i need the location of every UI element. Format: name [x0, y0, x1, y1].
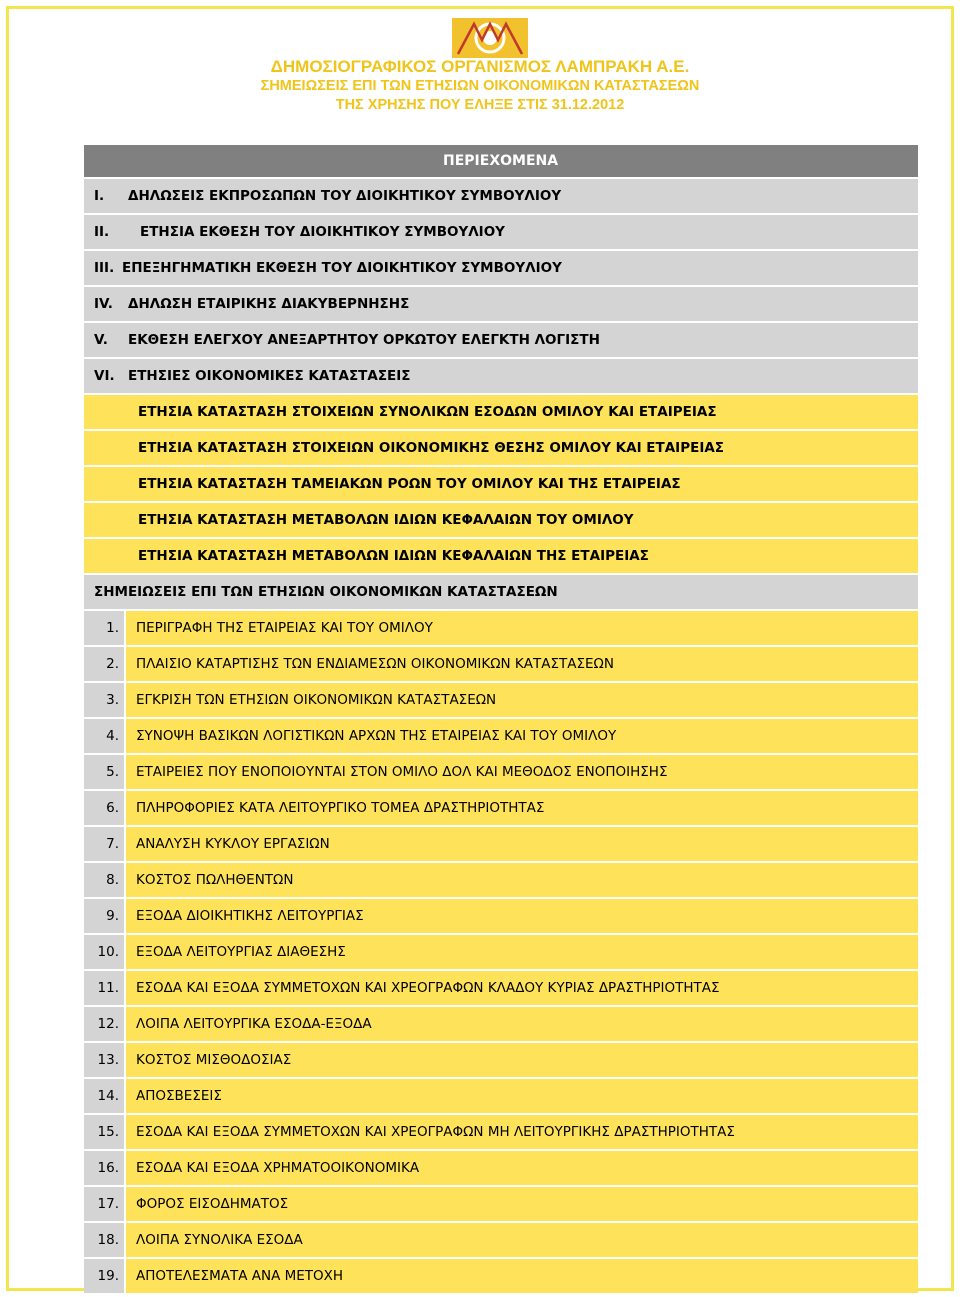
company-logo-icon — [452, 18, 528, 58]
toc-note-number: 6. — [84, 791, 126, 825]
toc-note-text: ΑΠΟΤΕΛΕΣΜΑΤΑ ΑΝΑ ΜΕΤΟΧΗ — [126, 1259, 918, 1293]
toc-note-text: ΣΥΝΟΨΗ ΒΑΣΙΚΩΝ ΛΟΓΙΣΤΙΚΩΝ ΑΡΧΩΝ ΤΗΣ ΕΤΑΙΡΕΙΑΣ ΚΑΙ ΤΟΥ ΟΜΙΛΟΥ — [126, 719, 918, 753]
toc-note-text: ΑΝΑΛΥΣΗ ΚΥΚΛΟΥ ΕΡΓΑΣΙΩΝ — [126, 827, 918, 861]
toc-section-3[interactable]: III. ΕΠΕΞΗΓΗΜΑΤΙΚΗ ΕΚΘΕΣΗ ΤΟΥ ΔΙΟΙΚΗΤΙΚΟΥ ΣΥΜΒΟΥΛΙΟΥ — [84, 251, 918, 287]
toc-note-number: 16. — [84, 1151, 126, 1185]
toc-note-number: 2. — [84, 647, 126, 681]
toc-note-text: ΕΣΟΔΑ ΚΑΙ ΕΞΟΔΑ ΧΡΗΜΑΤΟΟΙΚΟΝΟΜΙΚΑ — [126, 1151, 918, 1185]
toc-note-text: ΕΤΑΙΡΕΙΕΣ ΠΟΥ ΕΝΟΠΟΙΟΥΝΤΑΙ ΣΤΟΝ ΟΜΙΛΟ ΔΟΛ ΚΑΙ ΜΕΘΟΔΟΣ ΕΝΟΠΟΙΗΣΗΣ — [126, 755, 918, 789]
toc-note-text: ΕΣΟΔΑ ΚΑΙ ΕΞΟΔΑ ΣΥΜΜΕΤΟΧΩΝ ΚΑΙ ΧΡΕΟΓΡΑΦΩΝ ΚΛΑΔΟΥ ΚΥΡΙΑΣ ΔΡΑΣΤΗΡΙΟΤΗΤΑΣ — [126, 971, 918, 1005]
toc-note-number: 15. — [84, 1115, 126, 1149]
toc-section-6[interactable]: VI. ΕΤΗΣΙΕΣ ΟΙΚΟΝΟΜΙΚΕΣ ΚΑΤΑΣΤΑΣΕΙΣ — [84, 359, 918, 395]
toc-statement-3[interactable]: ΕΤΗΣΙΑ ΚΑΤΑΣΤΑΣΗ ΤΑΜΕΙΑΚΩΝ ΡΟΩΝ ΤΟΥ ΟΜΙΛΟΥ ΚΑΙ ΤΗΣ ΕΤΑΙΡΕΙΑΣ — [84, 467, 918, 503]
toc-note-number: 8. — [84, 863, 126, 897]
toc-note-text: ΛΟΙΠΑ ΛΕΙΤΟΥΡΓΙΚΑ ΕΣΟΔΑ-ΕΞΟΔΑ — [126, 1007, 918, 1041]
toc-note-text: ΕΞΟΔΑ ΔΙΟΙΚΗΤΙΚΗΣ ΛΕΙΤΟΥΡΓΙΑΣ — [126, 899, 918, 933]
toc-note-number: 3. — [84, 683, 126, 717]
toc-note-14[interactable] — [84, 1079, 918, 1115]
toc-note-6[interactable] — [84, 791, 918, 827]
toc-title-row — [84, 145, 918, 179]
toc-note-2[interactable] — [84, 647, 918, 683]
toc-note-text: ΠΛΑΙΣΙΟ ΚΑΤΑΡΤΙΣΗΣ ΤΩΝ ΕΝΔΙΑΜΕΣΩΝ ΟΙΚΟΝΟΜΙΚΩΝ ΚΑΤΑΣΤΑΣΕΩΝ — [126, 647, 918, 681]
toc-note-text: ΛΟΙΠΑ ΣΥΝΟΛΙΚΑ ΕΣΟΔΑ — [126, 1223, 918, 1257]
toc-note-number: 10. — [84, 935, 126, 969]
toc-section-5[interactable]: V. ΕΚΘΕΣΗ ΕΛΕΓΧΟΥ ΑΝΕΞΑΡΤΗΤΟΥ ΟΡΚΩΤΟΥ ΕΛΕΓΚΤΗ ΛΟΓΙΣΤΗ — [84, 323, 918, 359]
toc-statement-1[interactable]: ΕΤΗΣΙΑ ΚΑΤΑΣΤΑΣΗ ΣΤΟΙΧΕΙΩΝ ΣΥΝΟΛΙΚΩΝ ΕΣΟΔΩΝ ΟΜΙΛΟΥ ΚΑΙ ΕΤΑΙΡΕΙΑΣ — [84, 395, 918, 431]
toc-section-1[interactable]: I. ΔΗΛΩΣΕΙΣ ΕΚΠΡΟΣΩΠΩΝ ΤΟΥ ΔΙΟΙΚΗΤΙΚΟΥ ΣΥΜΒΟΥΛΙΟΥ — [84, 179, 918, 215]
toc-note-19[interactable] — [84, 1259, 918, 1295]
toc-note-text: ΠΛΗΡΟΦΟΡΙΕΣ ΚΑΤΑ ΛΕΙΤΟΥΡΓΙΚΟ ΤΟΜΕΑ ΔΡΑΣΤΗΡΙΟΤΗΤΑΣ — [126, 791, 918, 825]
toc-note-text: ΚΟΣΤΟΣ ΠΩΛΗΘΕΝΤΩΝ — [126, 863, 918, 897]
toc-statement-2[interactable]: ΕΤΗΣΙΑ ΚΑΤΑΣΤΑΣΗ ΣΤΟΙΧΕΙΩΝ ΟΙΚΟΝΟΜΙΚΗΣ ΘΕΣΗΣ ΟΜΙΛΟΥ ΚΑΙ ΕΤΑΙΡΕΙΑΣ — [84, 431, 918, 467]
toc-note-18[interactable] — [84, 1223, 918, 1259]
toc-note-number: 7. — [84, 827, 126, 861]
toc-note-number: 17. — [84, 1187, 126, 1221]
toc-note-16[interactable] — [84, 1151, 918, 1187]
toc-note-number: 9. — [84, 899, 126, 933]
toc-note-number: 18. — [84, 1223, 126, 1257]
toc-note-number: 5. — [84, 755, 126, 789]
toc-title: ΠΕΡΙΕΧΟΜΕΝΑ — [443, 153, 559, 169]
toc-note-text: ΕΞΟΔΑ ΛΕΙΤΟΥΡΓΙΑΣ ΔΙΑΘΕΣΗΣ — [126, 935, 918, 969]
toc-note-13[interactable] — [84, 1043, 918, 1079]
toc-note-7[interactable] — [84, 827, 918, 863]
toc-note-4[interactable] — [84, 719, 918, 755]
toc-note-number: 11. — [84, 971, 126, 1005]
toc-note-number: 14. — [84, 1079, 126, 1113]
toc-note-8[interactable] — [84, 863, 918, 899]
toc-note-text: ΑΠΟΣΒΕΣΕΙΣ — [126, 1079, 918, 1113]
document-period: ΤΗΣ ΧΡΗΣΗΣ ΠΟΥ ΕΛΗΞΕ ΣΤΙΣ 31.12.2012 — [335, 97, 625, 113]
toc-note-15[interactable] — [84, 1115, 918, 1151]
toc-note-11[interactable] — [84, 971, 918, 1007]
toc-note-number: 12. — [84, 1007, 126, 1041]
toc-statement-5[interactable]: ΕΤΗΣΙΑ ΚΑΤΑΣΤΑΣΗ ΜΕΤΑΒΟΛΩΝ ΙΔΙΩΝ ΚΕΦΑΛΑΙΩΝ ΤΗΣ ΕΤΑΙΡΕΙΑΣ — [84, 539, 918, 575]
toc-note-10[interactable] — [84, 935, 918, 971]
toc-note-number: 19. — [84, 1259, 126, 1293]
toc-note-9[interactable] — [84, 899, 918, 935]
toc-note-text: ΕΣΟΔΑ ΚΑΙ ΕΞΟΔΑ ΣΥΜΜΕΤΟΧΩΝ ΚΑΙ ΧΡΕΟΓΡΑΦΩΝ ΜΗ ΛΕΙΤΟΥΡΓΙΚΗΣ ΔΡΑΣΤΗΡΙΟΤΗΤΑΣ — [126, 1115, 918, 1149]
document-subtitle: ΣΗΜΕΙΩΣΕΙΣ ΕΠΙ ΤΩΝ ΕΤΗΣΙΩΝ ΟΙΚΟΝΟΜΙΚΩΝ ΚΑΤΑΣΤΑΣΕΩΝ — [260, 78, 700, 94]
company-name: ΔΗΜΟΣΙΟΓΡΑΦΙΚΟΣ ΟΡΓΑΝΙΣΜΟΣ ΛΑΜΠΡΑΚΗ Α.Ε. — [270, 57, 690, 76]
toc-note-text: ΦΟΡΟΣ ΕΙΣΟΔΗΜΑΤΟΣ — [126, 1187, 918, 1221]
toc-notes-list — [84, 611, 918, 1295]
toc-note-17[interactable] — [84, 1187, 918, 1223]
toc-note-number: 1. — [84, 611, 126, 645]
toc-notes-header[interactable]: ΣΗΜΕΙΩΣΕΙΣ ΕΠΙ ΤΩΝ ΕΤΗΣΙΩΝ ΟΙΚΟΝΟΜΙΚΩΝ ΚΑΤΑΣΤΑΣΕΩΝ — [84, 575, 918, 611]
toc-note-text: ΚΟΣΤΟΣ ΜΙΣΘΟΔΟΣΙΑΣ — [126, 1043, 918, 1077]
toc-note-5[interactable] — [84, 755, 918, 791]
toc-note-12[interactable] — [84, 1007, 918, 1043]
toc-note-3[interactable] — [84, 683, 918, 719]
table-of-contents — [84, 145, 918, 1295]
toc-note-1[interactable] — [84, 611, 918, 647]
toc-note-number: 13. — [84, 1043, 126, 1077]
toc-statement-4[interactable]: ΕΤΗΣΙΑ ΚΑΤΑΣΤΑΣΗ ΜΕΤΑΒΟΛΩΝ ΙΔΙΩΝ ΚΕΦΑΛΑΙΩΝ ΤΟΥ ΟΜΙΛΟΥ — [84, 503, 918, 539]
toc-section-4[interactable]: IV. ΔΗΛΩΣΗ ΕΤΑΙΡΙΚΗΣ ΔΙΑΚΥΒΕΡΝΗΣΗΣ — [84, 287, 918, 323]
toc-note-text: ΠΕΡΙΓΡΑΦΗ ΤΗΣ ΕΤΑΙΡΕΙΑΣ ΚΑΙ ΤΟΥ ΟΜΙΛΟΥ — [126, 611, 918, 645]
toc-section-2[interactable]: II. ΕΤΗΣΙΑ ΕΚΘΕΣΗ ΤΟΥ ΔΙΟΙΚΗΤΙΚΟΥ ΣΥΜΒΟΥΛΙΟΥ — [84, 215, 918, 251]
toc-note-text: ΕΓΚΡΙΣΗ ΤΩΝ ΕΤΗΣΙΩΝ ΟΙΚΟΝΟΜΙΚΩΝ ΚΑΤΑΣΤΑΣΕΩΝ — [126, 683, 918, 717]
toc-note-number: 4. — [84, 719, 126, 753]
